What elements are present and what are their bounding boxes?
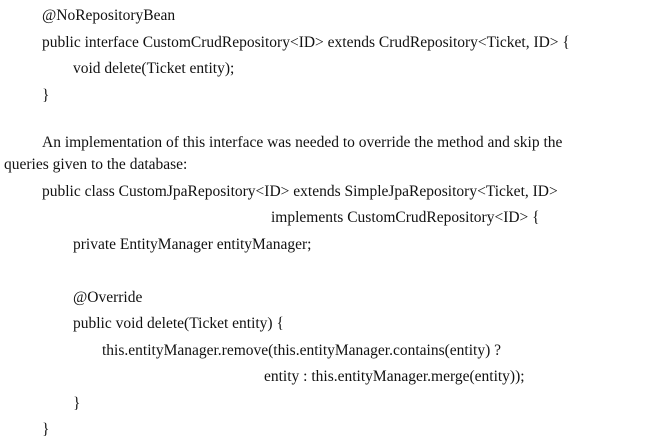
method-closing-brace-line: }	[73, 395, 81, 412]
paragraph-line-2: queries given to the database:	[4, 156, 188, 173]
interface-declaration-line: public interface CustomCrudRepository<ID> extends CrudRepository<Ticket, ID> {	[42, 34, 570, 51]
closing-brace-line: }	[42, 87, 50, 104]
implements-line: implements CustomCrudRepository<ID> {	[271, 209, 540, 226]
class-declaration-line: public class CustomJpaRepository<ID> extends SimpleJpaRepository<Ticket, ID>	[42, 183, 558, 200]
merge-call-line: entity : this.entityManager.merge(entity));	[264, 368, 525, 385]
field-declaration-line: private EntityManager entityManager;	[73, 236, 312, 253]
paragraph-line-1: An implementation of this interface was needed to override the method and skip the	[42, 134, 563, 151]
method-signature-line: void delete(Ticket entity);	[73, 60, 235, 77]
remove-call-line: this.entityManager.remove(this.entityManager.contains(entity) ?	[102, 342, 502, 359]
method-declaration-line: public void delete(Ticket entity) {	[73, 315, 284, 332]
override-annotation-line: @Override	[73, 289, 143, 306]
annotation-line: @NoRepositoryBean	[42, 7, 176, 24]
class-closing-brace-line: }	[42, 421, 50, 438]
